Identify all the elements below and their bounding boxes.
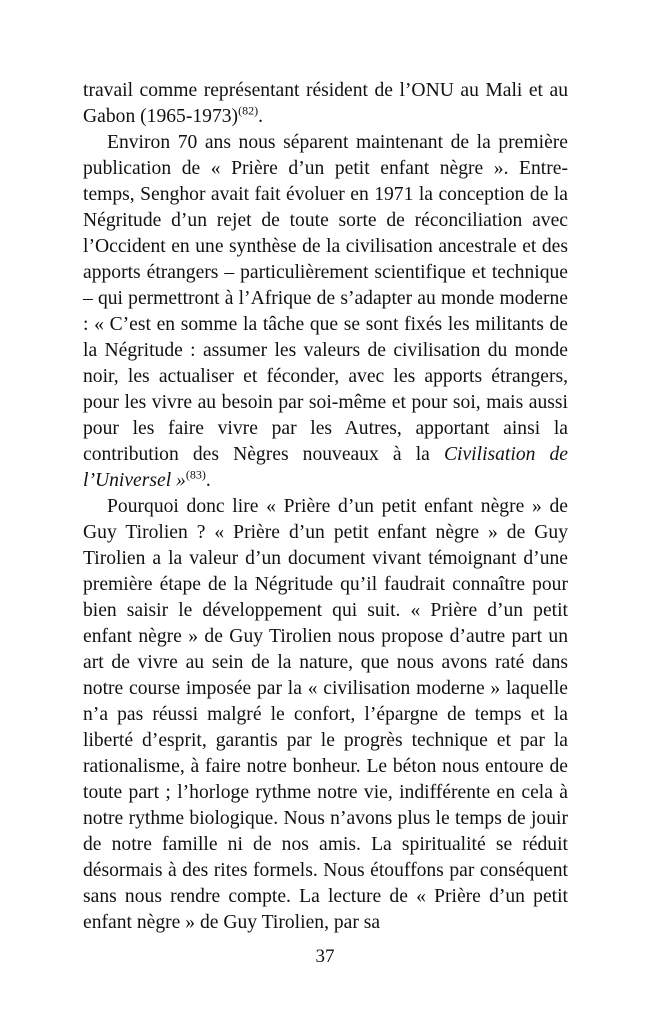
footnote-ref-82: (82)	[238, 103, 259, 118]
paragraph-1-tail: .	[258, 106, 263, 127]
paragraph-pourquoi-lire	[83, 494, 568, 936]
page-body	[83, 78, 568, 936]
paragraph-2-text: Environ 70 ans nous séparent maintenant de la première publication de « Prière d’un petit enfant nègre ». Entre-temps, Senghor avait fait évoluer en 1971 la conception de la Négritude d’un rejet de toute sorte de réconciliation avec l’Occident en une synthèse de la civilisation ancestrale et des apports étrangers – particulièrement scientifique et technique – qui permettront à l’Afrique de s’adapter au monde moderne : « C’est en somme la tâche que se sont fixés les militants de la Négritude : assumer les valeurs de civilisation du monde noir, les actualiser et féconder, avec les apports étrangers, pour les vivre au besoin par soi-même et pour soi, mais aussi pour les faire vivre par les Autres, apportant ainsi la contribution des Nègres nouveaux à la	[83, 132, 568, 465]
paragraph-3-text: Pourquoi donc lire « Prière d’un petit enfant nègre » de Guy Tirolien ? « Prière d’un petit enfant nègre » de Guy Tirolien a la valeur d’un document vivant témoignant d’une première étape de la Négritude qu’il faudrait connaître pour bien saisir le développement qui suit. « Prière d’un petit enfant nègre » de Guy Tirolien nous propose d’autre part un art de vivre au sein de la nature, que nous avons raté dans notre course imposée par la « civilisation moderne » laquelle n’a pas réussi malgré le confort, l’épargne de temps et la liberté d’esprit, garantis par le progrès technique et par la rationalisme, à faire notre bonheur. Le béton nous entoure de toute part ; l’horloge rythme notre vie, indifférente en cela à notre rythme biologique. Nous n’avons plus le temps de jouir de notre famille ni de nos amis. La spiritualité se réduit désormais à des rites formels. Nous étouffons par conséquent sans nous rendre compte. La lecture de « Prière d’un petit enfant nègre » de Guy Tirolien, par sa	[83, 496, 568, 933]
italic-civilisation-universel: Civilisation de l’Universel »	[83, 444, 568, 491]
page-number: 37	[315, 946, 335, 967]
paragraph-1-text: travail comme représentant résident de l’ONU au Mali et au Gabon (1965-1973)	[83, 80, 568, 127]
paragraph-negritude-synthesis	[83, 130, 568, 494]
footnote-ref-83: (83)	[185, 467, 206, 482]
paragraph-continuation	[83, 78, 568, 130]
paragraph-2-tail: .	[205, 470, 211, 491]
